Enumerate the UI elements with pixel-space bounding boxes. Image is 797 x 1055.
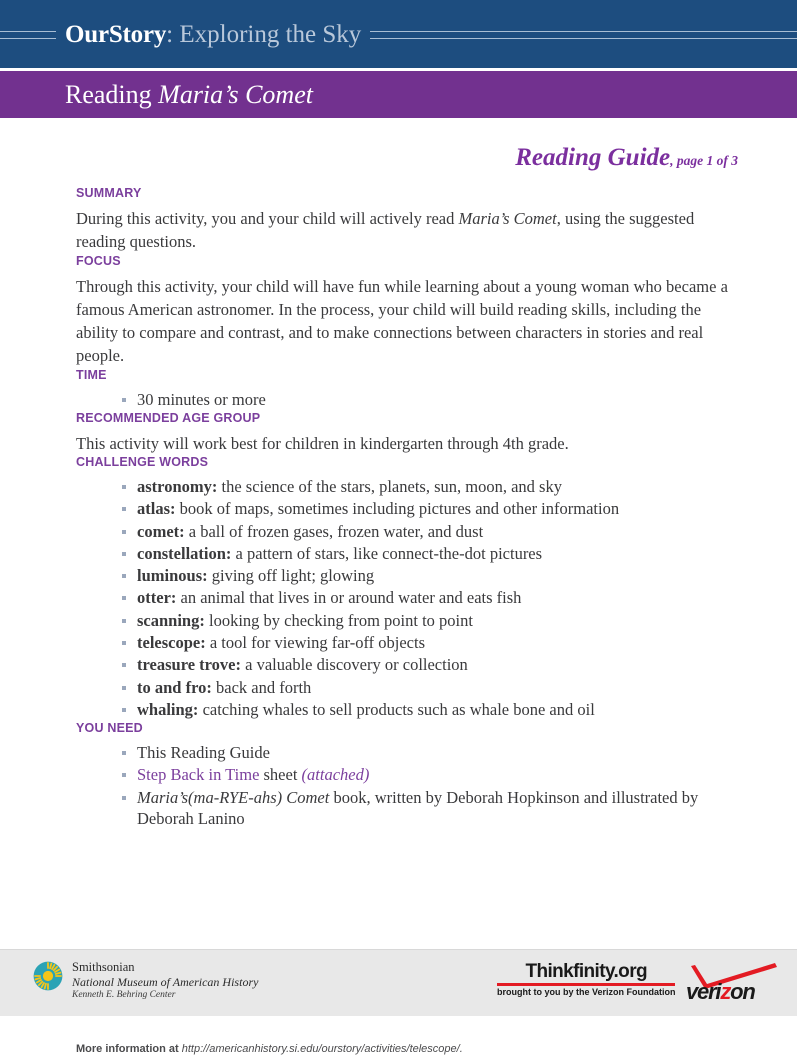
challenge-word-term: whaling: [137,699,199,719]
more-info-label: More information at [76,1043,182,1055]
challenge-word-term: astronomy: [137,477,218,497]
challenge-word-definition: back and forth [211,677,312,697]
brand-subtitle: : Exploring the Sky [166,21,362,48]
challenge-word-term: constellation: [137,543,232,563]
verizon-logo-block [683,963,779,1003]
museum-name: National Museum of American History [72,974,259,989]
challenge-word-term: scanning: [137,610,205,630]
header-rule-left [0,31,56,40]
challenge-word-definition: looking by checking from point to point [204,610,473,630]
smithsonian-name: Smithsonian [72,960,135,974]
list-item [122,587,737,608]
challenge-word-definition: a valuable discovery or collection [241,655,468,675]
more-info-url[interactable]: http://americanhistory.si.edu/ourstory/activities/telescope/. [181,1043,463,1055]
list-item [122,654,737,675]
document-title-plain: Reading [65,79,159,109]
section-heading-challenge-words: CHALLENGE WORDS [76,455,209,470]
verizon-word-start: veri [686,979,721,1004]
sunburst-icon [33,961,63,991]
content-column [0,186,767,829]
challenge-word-term: telescope: [137,633,206,652]
summary-text-part1: During this activity, you and your child will actively read [76,209,459,228]
thinkfinity-red-bar [497,983,675,986]
challenge-word-term: atlas: [137,499,176,519]
challenge-word-term: to and fro: [137,677,212,697]
verizon-word-z: z [720,979,731,1004]
challenge-words-list [76,476,737,720]
challenge-word-definition: an animal that lives in or around water and eats fish [176,588,522,608]
list-item: 30 minutes or more [122,389,737,410]
section-heading-age-group: RECOMMENDED AGE GROUP [76,410,261,425]
challenge-word-term: luminous: [137,566,208,586]
header-rule-right [370,31,797,40]
you-need-sheet-text: sheet [259,765,302,785]
challenge-word-definition: a pattern of stars, like connect-the-dot pictures [231,543,543,563]
challenge-word-definition: the science of the stars, planets, sun, moon, and sky [217,477,562,497]
section-heading-time: TIME [76,367,107,382]
page-footer [0,949,797,1016]
page-number-label: , page 1 of 3 [670,153,738,168]
step-back-in-time-link[interactable]: Step Back in Time [137,765,260,785]
challenge-word-definition: a tool for viewing far-off objects [205,633,426,652]
verizon-wordmark [686,981,755,1003]
site-brand-title [56,22,370,47]
center-name: Kenneth E. Behring Center [72,989,176,1000]
challenge-word-definition: catching whales to sell products such as whale bone and oil [198,699,595,719]
reading-guide-title: Reading Guide [515,144,671,171]
challenge-word-definition: giving off light; glowing [207,566,375,586]
document-title-book: Maria’s Comet [158,79,313,109]
list-item [122,787,737,830]
summary-paragraph [76,207,737,254]
focus-paragraph: Through this activity, your child will have fun while learning about a young woman who became a famous American astronomer. In the process, your child will build reading skills, including the ability to compare and contrast, and to make connections between characters in stories and real people. [76,276,728,366]
smithsonian-text [72,960,258,1001]
list-item [122,498,737,519]
list-item [122,610,737,631]
brand-name: OurStory [65,21,167,48]
thinkfinity-name: Thinkfinity.org [525,961,647,982]
list-item [122,632,737,653]
age-group-paragraph: This activity will work best for children in kindergarten through 4th grade. [76,433,569,453]
challenge-word-term: otter: [137,588,177,608]
challenge-word-term: comet: [137,521,185,541]
attached-note: (attached) [301,765,370,785]
document-title [65,79,313,109]
you-need-list [76,742,737,829]
list-item [122,565,737,586]
challenge-word-term: treasure trove: [137,655,242,675]
list-item: This Reading Guide [122,742,737,763]
challenge-word-definition: book of maps, sometimes including pictures and other information [175,499,620,519]
book-title-pronunciation: Maria’s(ma-RYE-ahs) Comet [137,787,330,807]
list-item [122,699,737,720]
time-list [76,389,737,410]
summary-text-part2: , using the suggested reading questions. [76,209,695,252]
verizon-word-end: on [730,979,755,1004]
list-item [122,543,737,564]
section-heading-summary: SUMMARY [76,186,142,200]
challenge-word-definition: a ball of frozen gases, frozen water, and dust [184,521,484,541]
reading-guide-header [0,118,767,172]
list-item [122,476,737,497]
thinkfinity-tagline: brought to you by the Verizon Foundation [497,987,676,997]
list-item [122,521,737,542]
more-information-line [76,1043,463,1055]
list-item [122,764,737,785]
thinkfinity-logo-block [497,962,675,997]
summary-book-title: Maria’s Comet [458,209,557,228]
list-item [122,677,737,698]
book-credits: book, written by Deborah Hopkinson and illustrated by Deborah Lanino [137,787,699,828]
section-heading-you-need: YOU NEED [76,721,143,736]
site-header-band [0,0,797,68]
smithsonian-logo-block [33,960,258,1001]
document-title-band [0,71,797,118]
section-heading-focus: FOCUS [76,253,121,268]
